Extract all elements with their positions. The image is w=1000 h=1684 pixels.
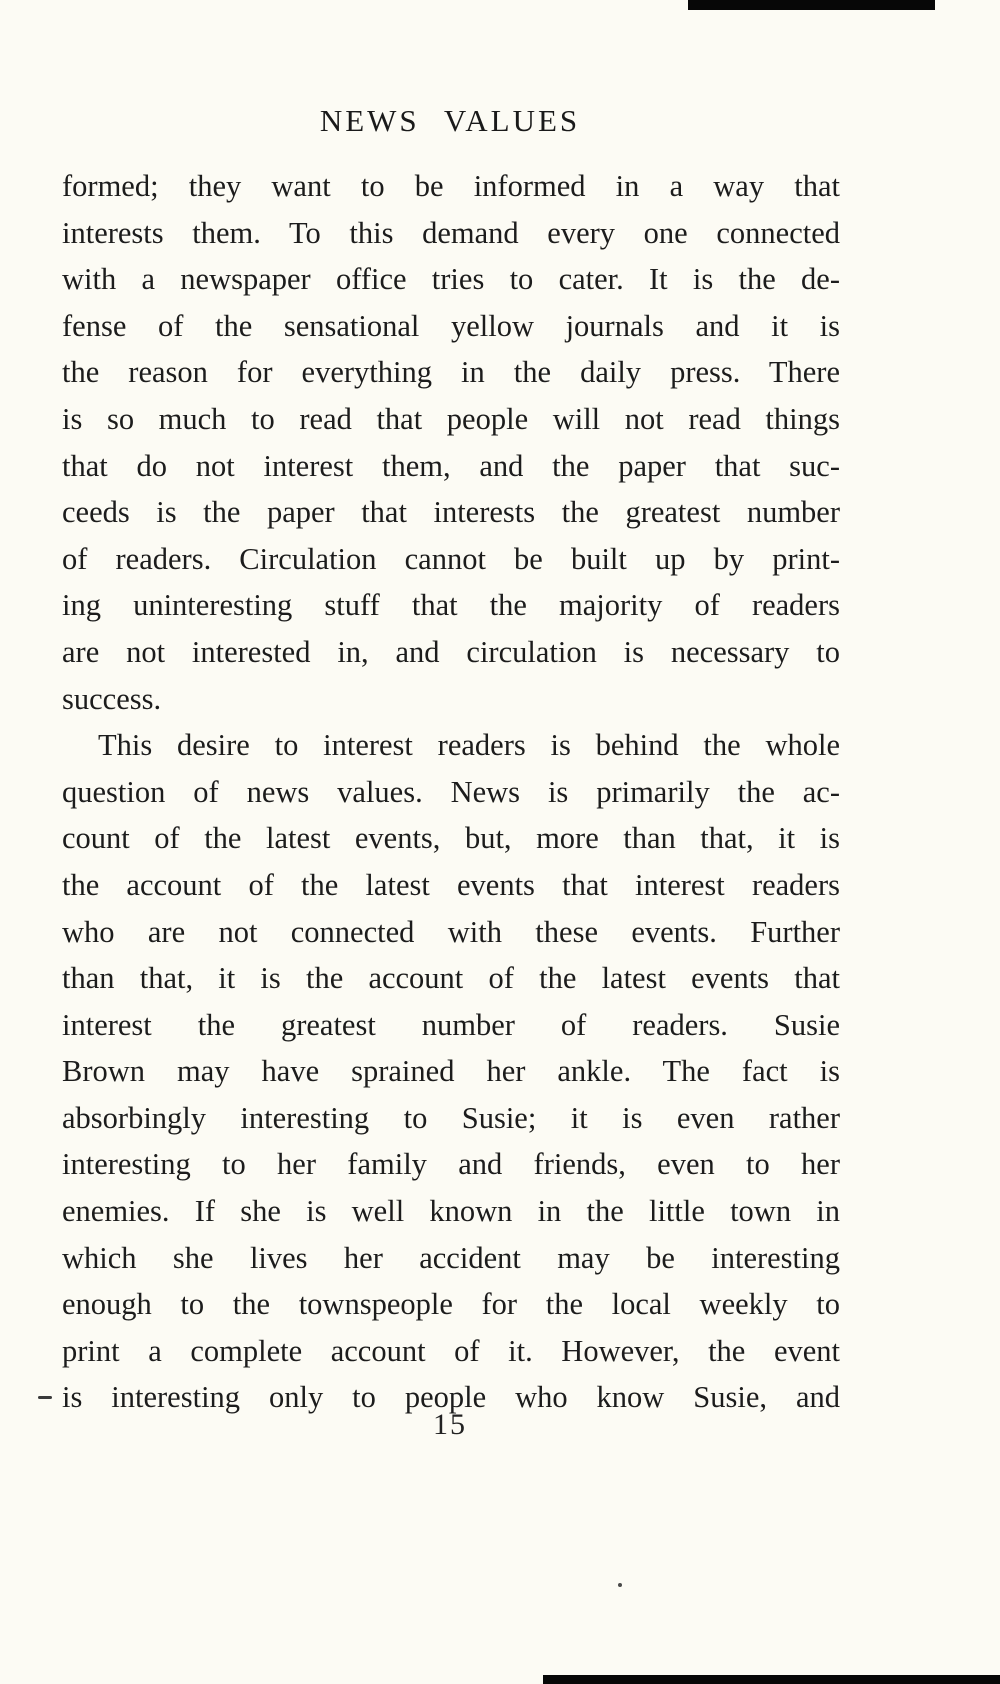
text-line: are not interested in, and circulation is necessary to — [62, 634, 840, 669]
text-line: than that, it is the account of the latest events that — [62, 961, 840, 996]
text-line: absorbingly interesting to Susie; it is even rather — [62, 1100, 840, 1135]
text-line: that do not interest them, and the paper that suc- — [62, 448, 840, 483]
body-text — [62, 163, 840, 1421]
text-line: which she lives her accident may be interesting — [62, 1240, 840, 1275]
text-line: print a complete account of it. However, the event — [62, 1333, 840, 1368]
text-line: success. — [62, 681, 162, 716]
text-line: enough to the townspeople for the local weekly to — [62, 1287, 840, 1322]
text-line: is interesting only to people who know Susie, and — [62, 1380, 840, 1415]
text-line: is so much to read that people will not read things — [62, 401, 840, 436]
text-line: interests them. To this demand every one connected — [62, 215, 840, 250]
scan-speck-dot — [618, 1583, 622, 1587]
text-line: the reason for everything in the daily press. There — [62, 355, 840, 390]
text-line: count of the latest events, but, more than that, it is — [62, 821, 840, 856]
text-line: formed; they want to be informed in a way that — [62, 169, 840, 203]
running-head: NEWS VALUES — [319, 103, 581, 138]
text-line: the account of the latest events that interest readers — [62, 867, 840, 902]
text-line: This desire to interest readers is behind the whole — [98, 728, 840, 763]
scan-speck-dash — [38, 1396, 52, 1399]
text-line: interesting to her family and friends, even to her — [62, 1147, 840, 1182]
text-line: interest the greatest number of readers. Susie — [62, 1007, 840, 1042]
text-line: who are not connected with these events. Further — [62, 914, 840, 949]
scan-artifact-top-bar — [688, 0, 935, 10]
scan-artifact-bottom-bar — [543, 1675, 1000, 1684]
text-line: ceeds is the paper that interests the greatest number — [62, 495, 840, 530]
text-line: with a newspaper office tries to cater. It is the de- — [62, 262, 840, 297]
text-line: fense of the sensational yellow journals and it is — [62, 308, 840, 343]
text-line: of readers. Circulation cannot be built up by print- — [62, 541, 840, 576]
text-line: question of news values. News is primarily the ac- — [62, 774, 840, 809]
text-line: enemies. If she is well known in the little town in — [62, 1194, 840, 1229]
text-line: Brown may have sprained her ankle. The fact is — [62, 1054, 840, 1089]
page-number: 15 — [433, 1408, 467, 1441]
text-line: ing uninteresting stuff that the majority of readers — [62, 588, 840, 623]
